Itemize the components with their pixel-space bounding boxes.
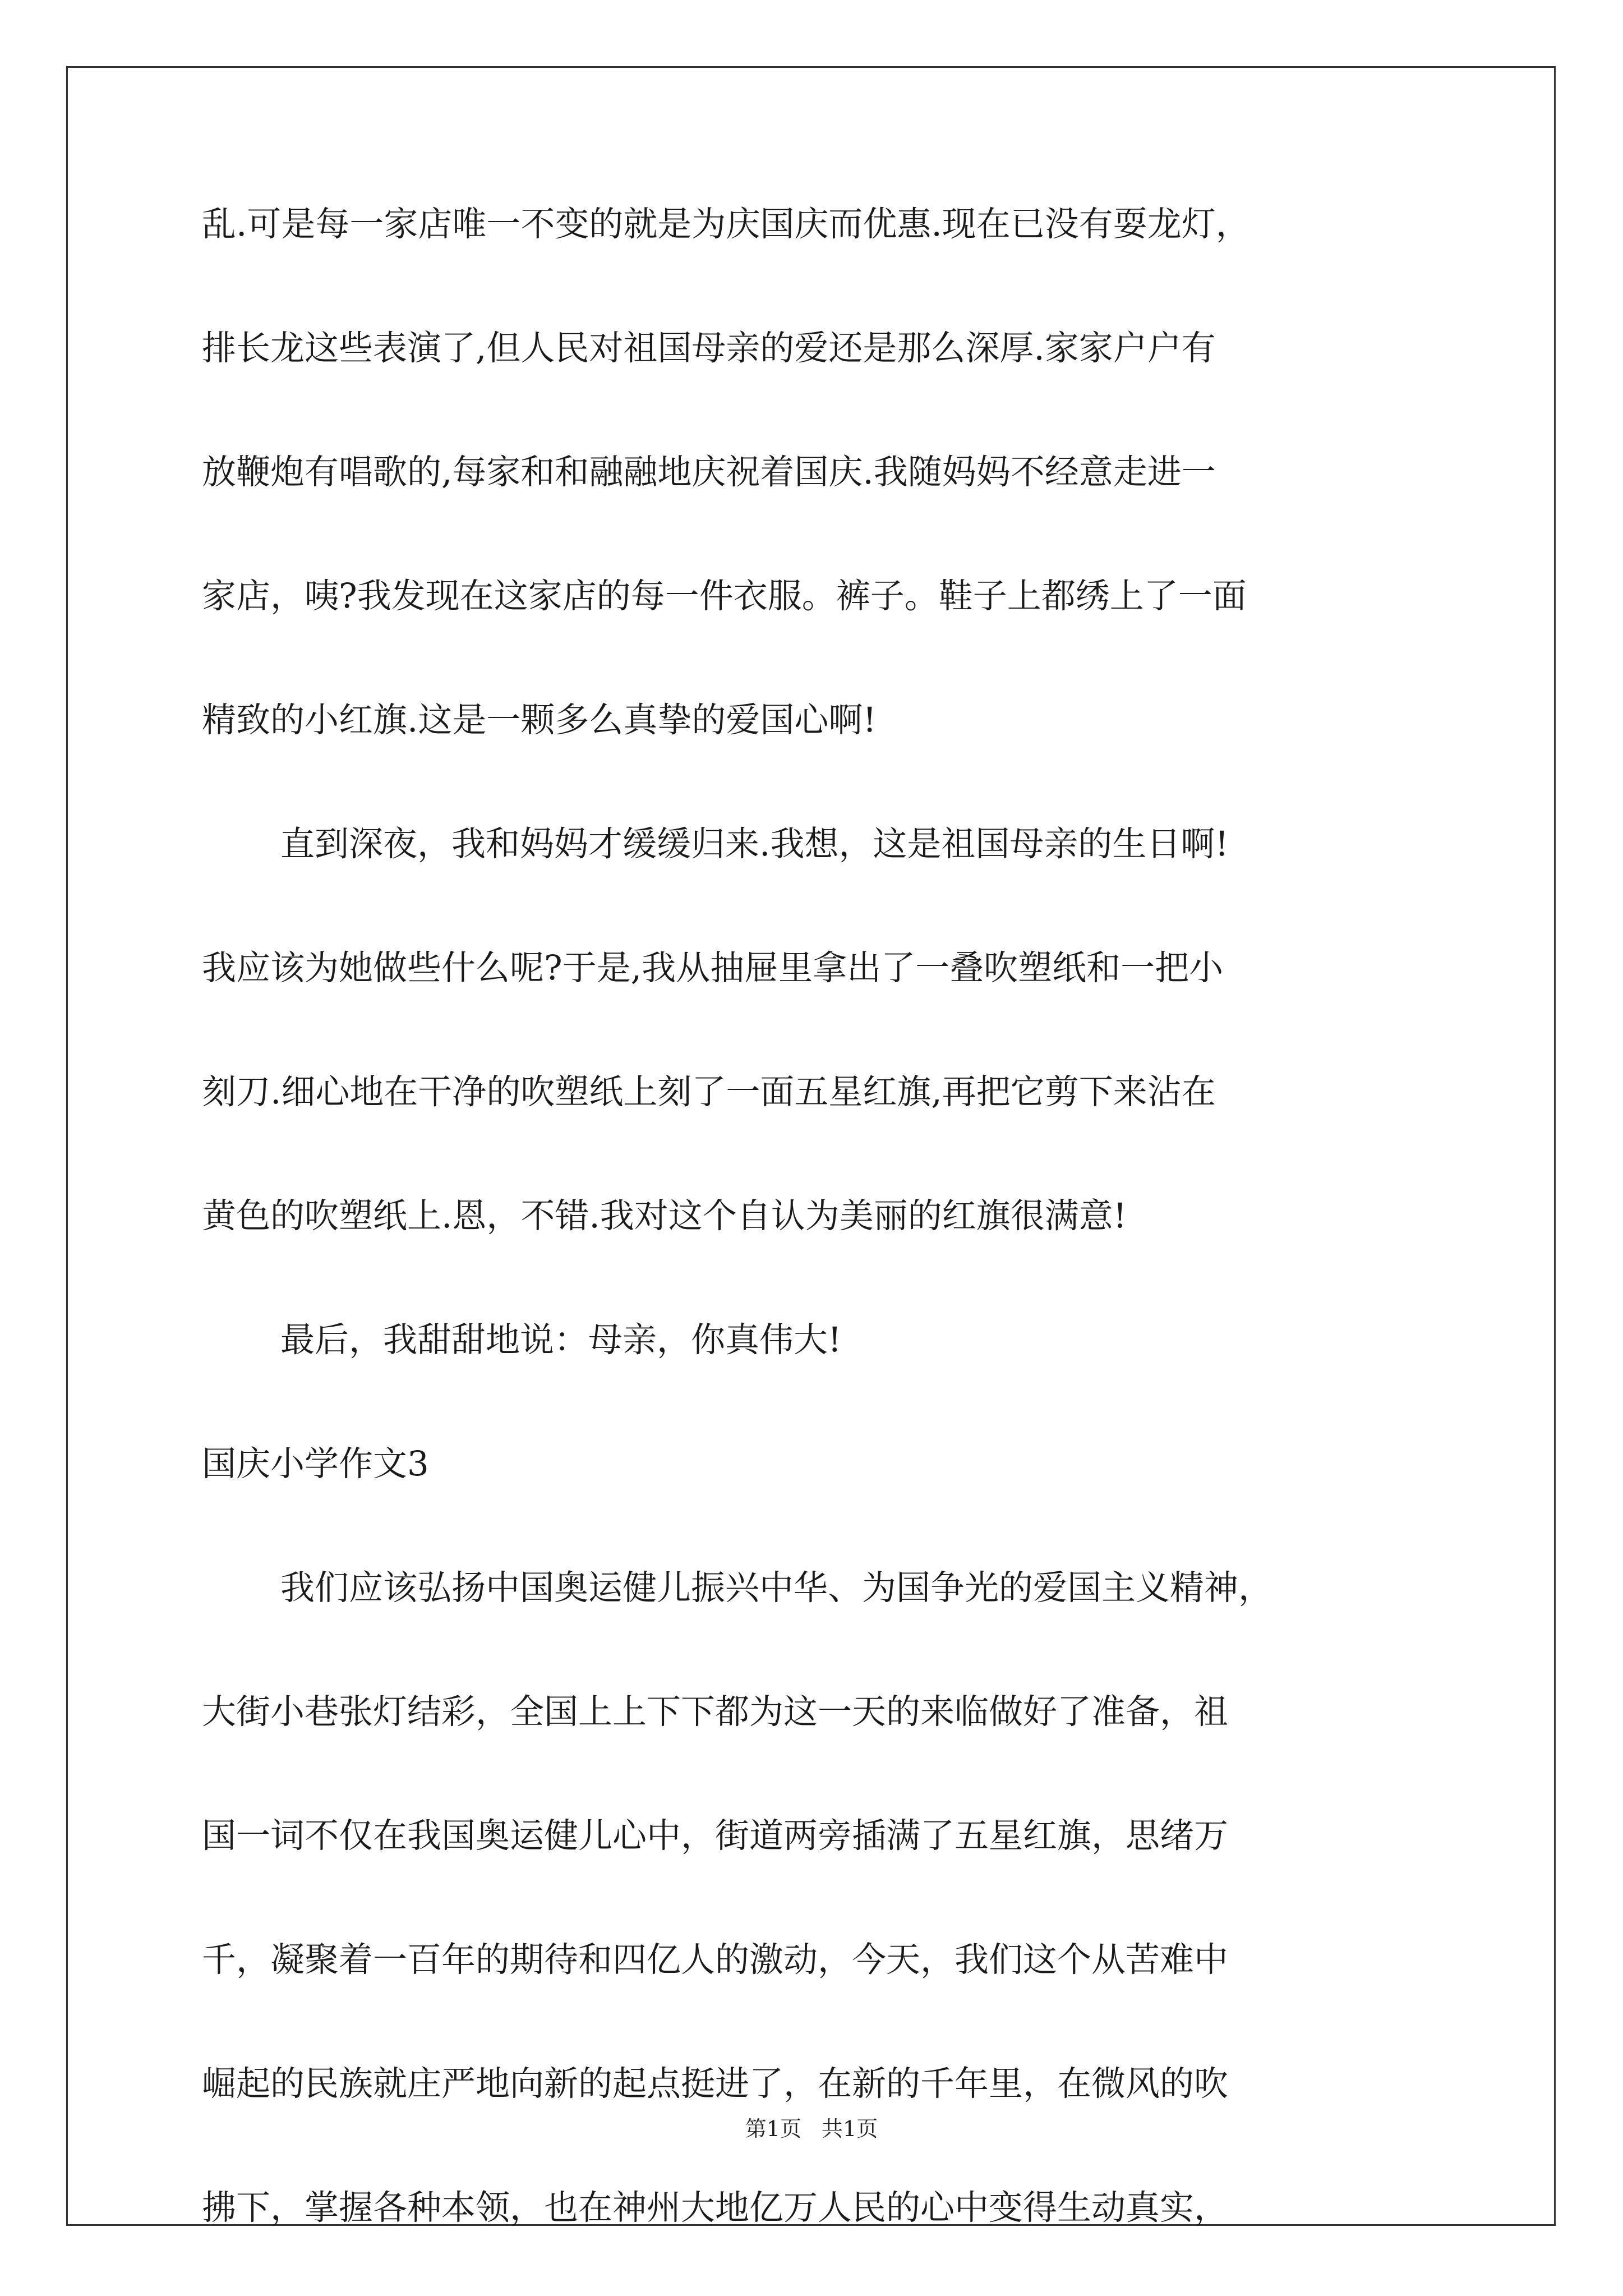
text-line: 崛起的民族就庄严地向新的起点挺进了，在新的千年里，在微风的吹	[202, 2064, 1229, 2104]
paragraph-first-line: 我们应该弘扬中国奥运健儿振兴中华、为国争光的爱国主义精神，	[280, 1568, 1273, 1608]
page-border	[66, 66, 1556, 2226]
text-line: 放鞭炮有唱歌的,每家和和融融地庆祝着国庆.我随妈妈不经意走进一	[202, 452, 1216, 492]
page-number: 第1页	[745, 2116, 801, 2141]
text-line: 国一词不仅在我国奥运健儿心中，街道两旁插满了五星红旗，思绪万	[202, 1816, 1229, 1856]
text-line: 刻刀.细心地在干净的吹塑纸上刻了一面五星红旗,再把它剪下来沾在	[202, 1072, 1216, 1112]
text-line: 排长龙这些表演了,但人民对祖国母亲的爱还是那么深厚.家家户户有	[202, 328, 1216, 368]
text-line: 我应该为她做些什么呢?于是,我从抽屉里拿出了一叠吹塑纸和一把小	[202, 948, 1224, 988]
text-line: 黄色的吹塑纸上.恩，不错.我对这个自认为美丽的红旗很满意!	[202, 1196, 1127, 1236]
section-heading: 国庆小学作文3	[202, 1444, 429, 1484]
text-line: 拂下，掌握各种本领，也在神州大地亿万人民的心中变得生动真实，	[202, 2188, 1229, 2228]
text-line: 千，凝聚着一百年的期待和四亿人的激动，今天，我们这个从苦难中	[202, 1940, 1229, 1980]
paragraph-first-line: 直到深夜，我和妈妈才缓缓归来.我想，这是祖国母亲的生日啊!	[280, 824, 1229, 864]
page-total: 共1页	[822, 2116, 878, 2141]
text-line: 乱.可是每一家店唯一不变的就是为庆国庆而优惠.现在已没有耍龙灯，	[202, 204, 1250, 244]
text-line: 精致的小红旗.这是一颗多么真挚的爱国心啊!	[202, 700, 877, 740]
page-footer	[0, 2115, 1623, 2143]
text-line: 家店，咦?我发现在这家店的每一件衣服。裤子。鞋子上都绣上了一面	[202, 576, 1247, 616]
text-line: 大街小巷张灯结彩，全国上上下下都为这一天的来临做好了准备，祖	[202, 1692, 1229, 1732]
paragraph-first-line: 最后，我甜甜地说：母亲，你真伟大!	[280, 1320, 842, 1360]
